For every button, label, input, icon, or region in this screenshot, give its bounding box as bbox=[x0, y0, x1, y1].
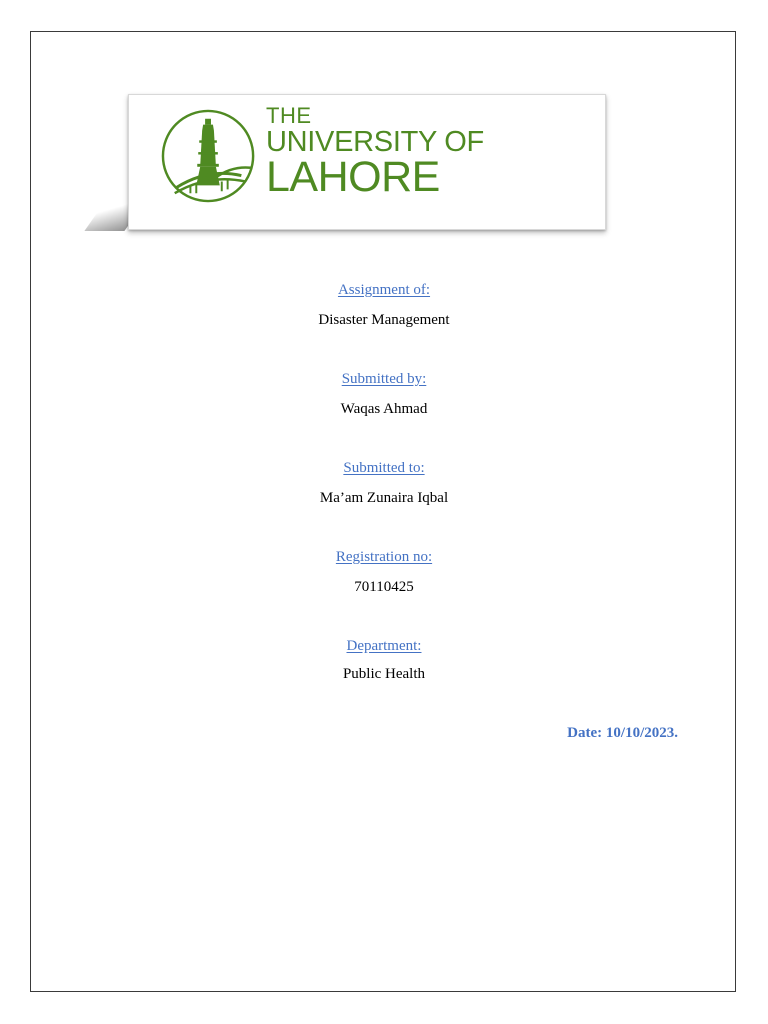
minar-emblem-icon bbox=[161, 107, 259, 205]
submitted-by-value: Waqas Ahmad bbox=[340, 401, 428, 417]
assignment-label: Assignment of: bbox=[337, 282, 431, 298]
logo-wordmark bbox=[266, 103, 484, 201]
assignment-value: Disaster Management bbox=[318, 312, 450, 328]
university-logo bbox=[128, 94, 606, 230]
submitted-to-label: Submitted to: bbox=[343, 460, 425, 476]
registration-value: 70110425 bbox=[354, 579, 414, 595]
submitted-by-label: Submitted by: bbox=[341, 371, 427, 387]
logo-line-the: THE bbox=[266, 103, 312, 128]
registration-label: Registration no: bbox=[335, 549, 433, 565]
department-label: Department: bbox=[346, 638, 422, 654]
submission-date: Date: 10/10/2023. bbox=[567, 725, 678, 741]
submitted-to-value: Ma’am Zunaira Iqbal bbox=[319, 490, 449, 506]
logo-line-university-of: UNIVERSITY OF bbox=[266, 126, 484, 158]
logo-line-lahore: LAHORE bbox=[266, 153, 440, 201]
department-value: Public Health bbox=[342, 666, 426, 682]
